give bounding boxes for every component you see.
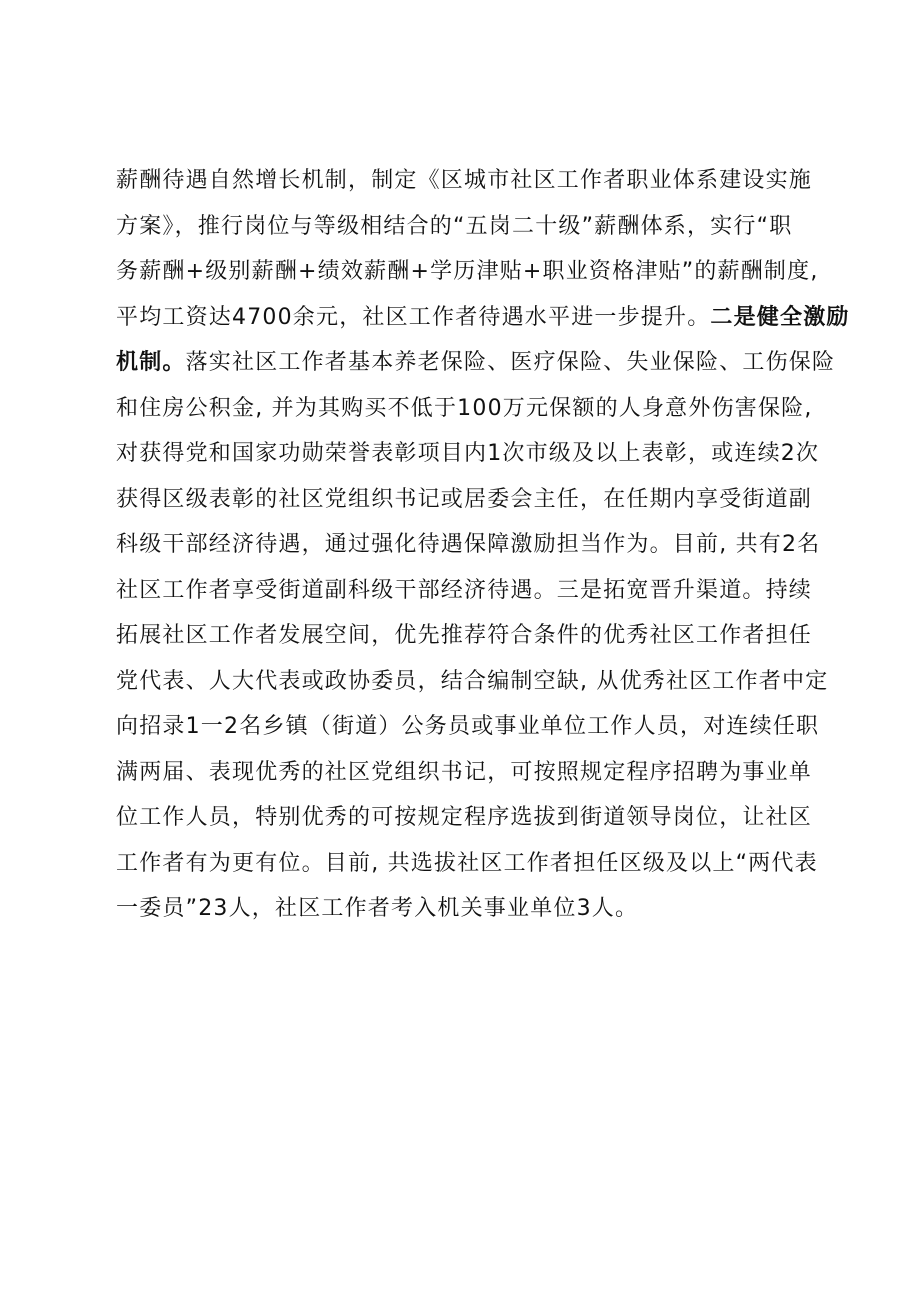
text-line-2: 方案》，推行岗位与等级相结合的“五岗二十级”薪酬体系，实行“职: [116, 213, 793, 239]
text-line-3: 务薪酬+级别薪酬+绩效薪酬+学历津贴+职业资格津贴”的薪酬制度,: [116, 259, 819, 284]
text-line-5: [116, 340, 836, 386]
text-line-4: [116, 295, 850, 341]
text-line-5-bold: 机制。: [116, 350, 186, 375]
text-line-7: 对获得党和国家功勋荣誉表彰项目内1次市级及以上表彰，或连续2次: [116, 441, 820, 466]
text-line-10: 社区工作者享受街道副科级干部经济待遇。三是拓宽晋升渠道。持续: [116, 577, 813, 603]
text-line-16: 工作者有为更有位。目前, 共选拔社区工作者担任区级及以上“两代表: [116, 850, 818, 876]
text-line-4-main: 平均工资达4700余元，社区工作者待遇水平进一步提升。: [116, 304, 711, 330]
text-line-4-bold: 二是健全激励: [710, 304, 850, 330]
text-line-8: 获得区级表彰的社区党组织书记或居委会主任，在任期内享受街道副: [116, 486, 813, 512]
text-line-5-main: 落实社区工作者基本养老保险、医疗保险、失业保险、工伤保险: [185, 350, 836, 375]
text-line-14: 满两届、表现优秀的社区党组织书记，可按照规定程序招聘为事业单: [116, 759, 813, 785]
text-line-1: 薪酬待遇自然增长机制，制定《区城市社区工作者职业体系建设实施: [116, 168, 813, 193]
text-line-17: 一委员”23人，社区工作者考入机关事业单位3人。: [116, 896, 639, 921]
text-line-6: 和住房公积金, 并为其购买不低于100万元保额的人身意外伤害保险,: [116, 395, 813, 421]
text-line-15: 位工作人员，特别优秀的可按规定程序选拔到街道领导岗位，让社区: [116, 805, 813, 830]
text-line-11: 拓展社区工作者发展空间，优先推荐符合条件的优秀社区工作者担任: [116, 623, 813, 648]
text-line-12: 党代表、人大代表或政协委员，结合编制空缺, 从优秀社区工作者中定: [116, 668, 829, 694]
text-line-13: 向招录1一2名乡镇（街道）公务员或事业单位工作人员，对连续任职: [116, 714, 820, 739]
text-line-9: 科级干部经济待遇，通过强化待遇保障激励担当作为。目前, 共有2名: [116, 532, 821, 557]
body-text: [116, 158, 850, 932]
